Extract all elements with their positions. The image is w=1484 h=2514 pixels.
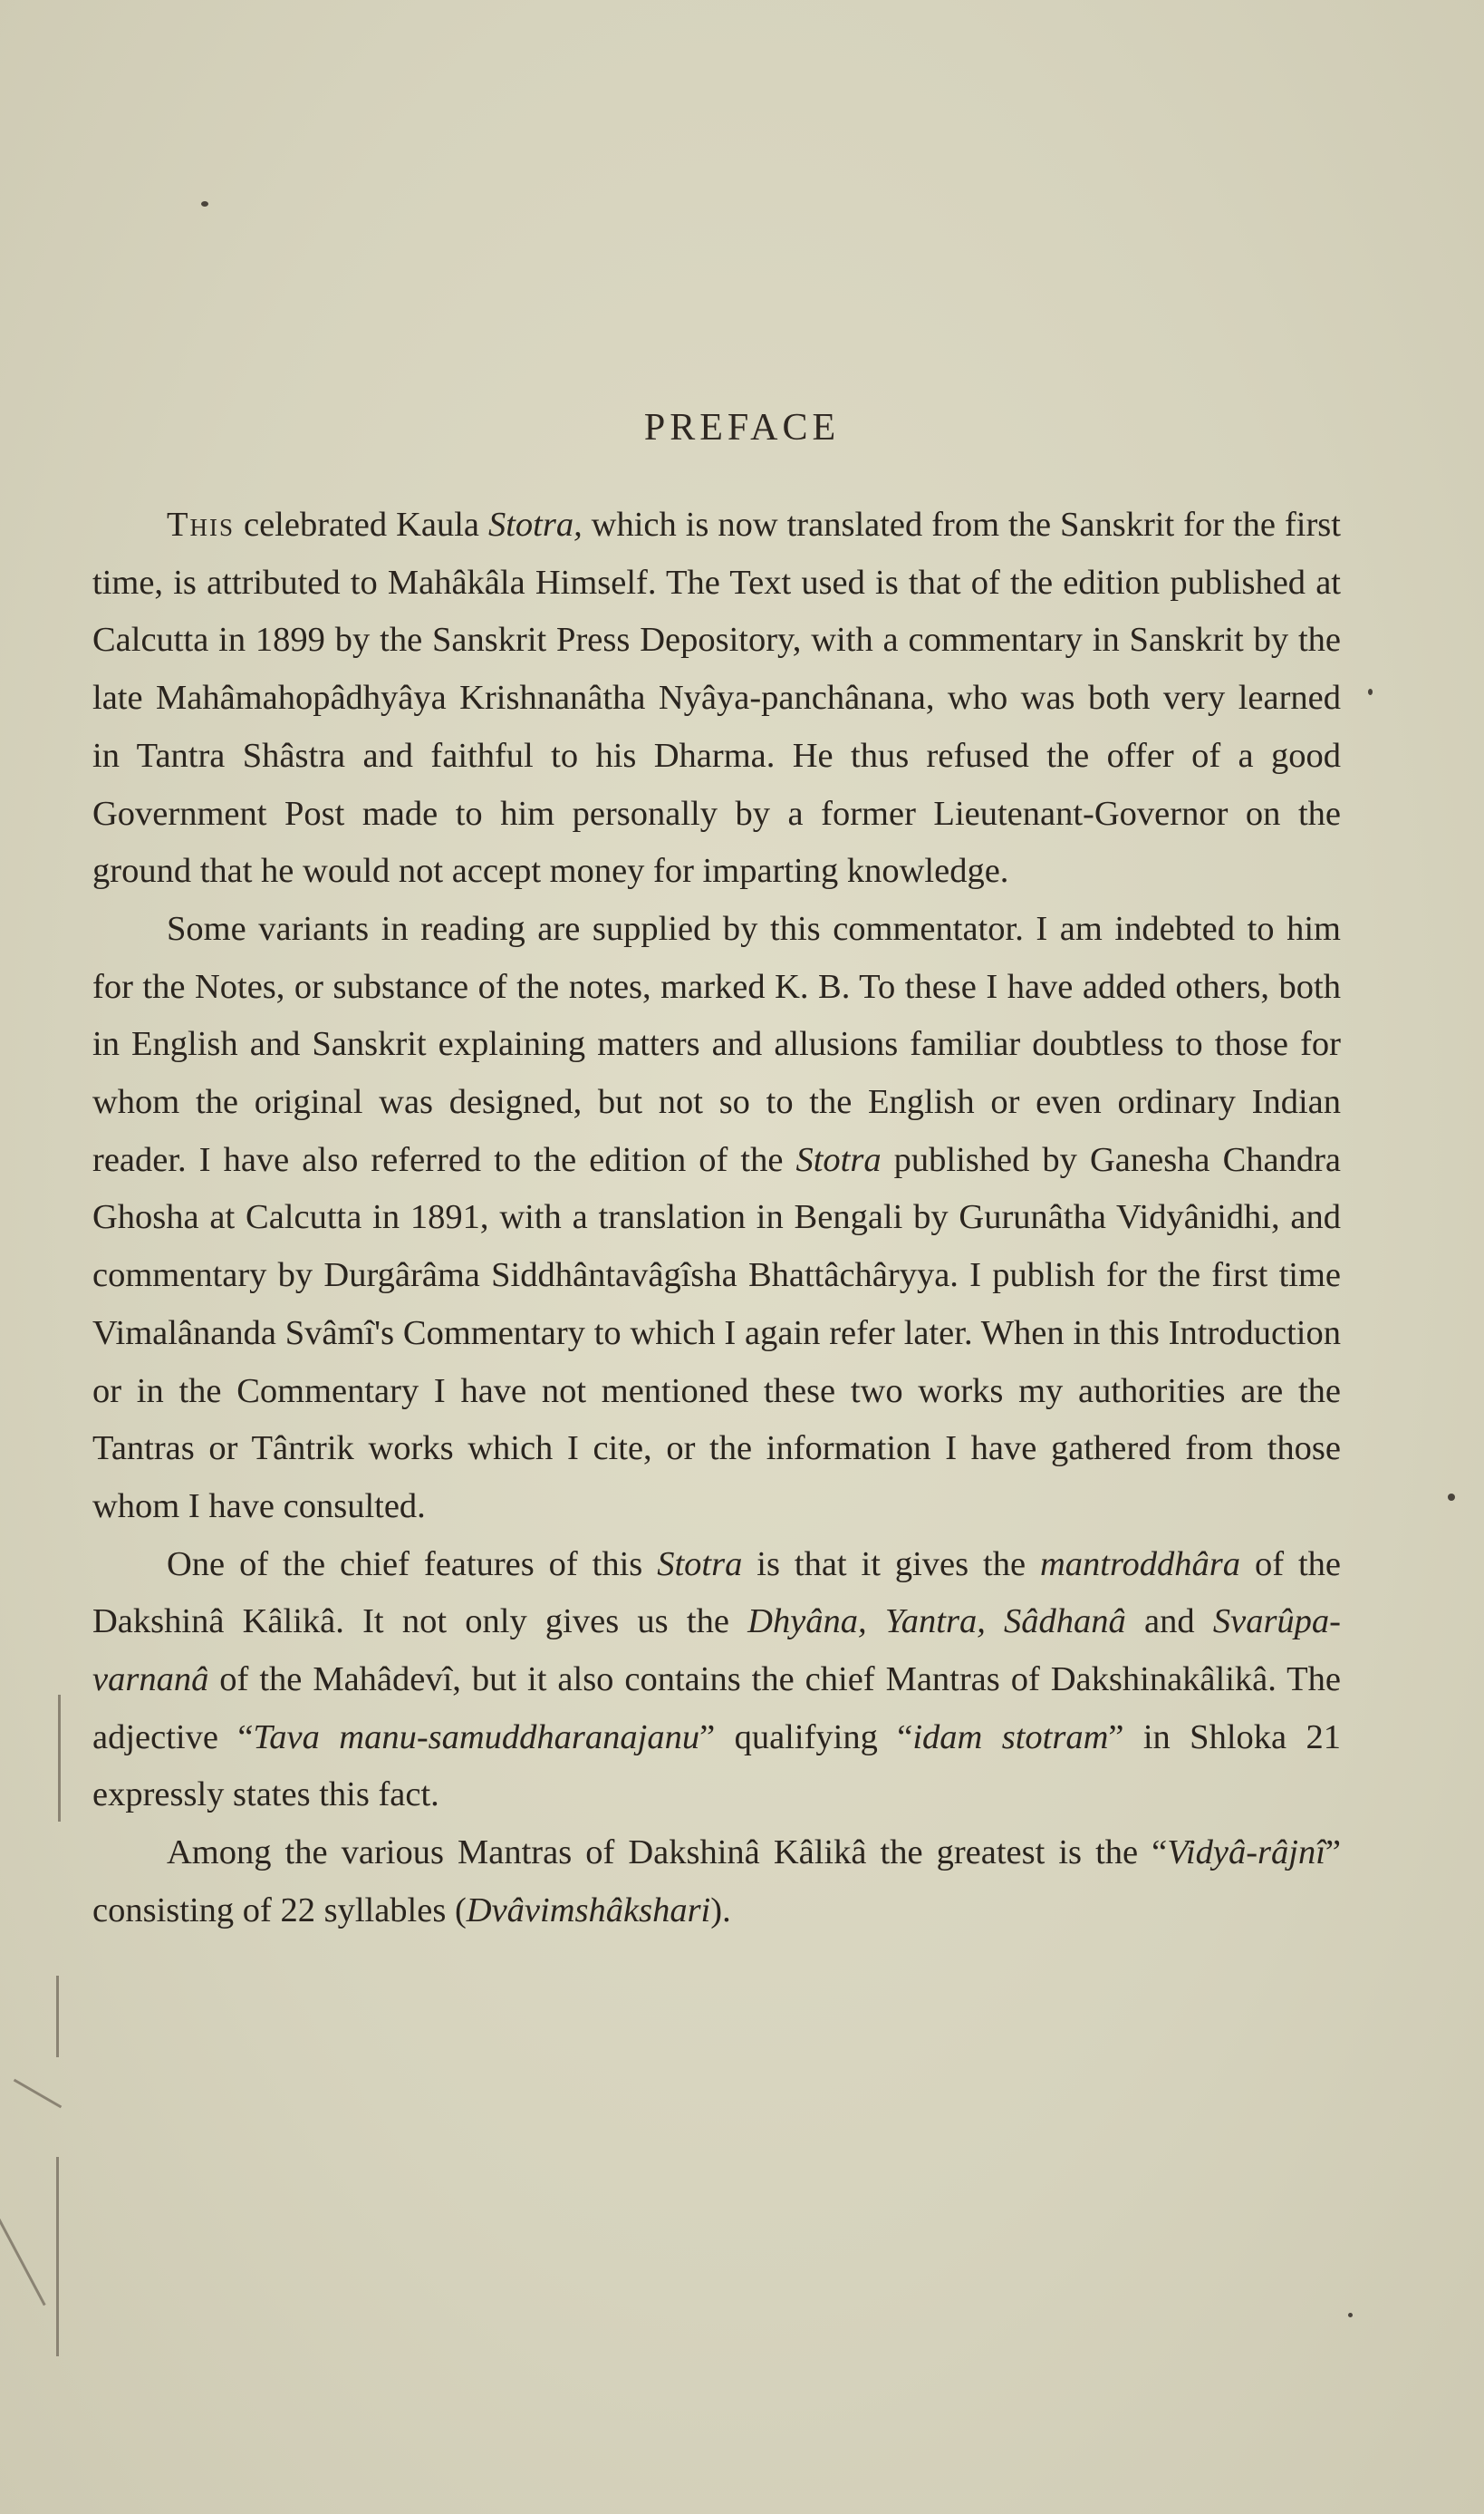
italic-term: mantroddhâra xyxy=(1040,1544,1241,1583)
text-run: One of the chief features of this xyxy=(167,1544,658,1583)
ink-speck xyxy=(1348,2313,1353,2317)
margin-mark xyxy=(14,2079,62,2109)
ink-speck xyxy=(201,201,208,207)
margin-mark xyxy=(56,1976,59,2057)
text-run: Some variants in reading are supplied by this commentator. I am indebted to him for the Notes, or substance of the notes, marked K. B. To these I have added others, both in English and Sanskrit explaining matters and allusions familiar doubtless to those for whom the original was designed, but not so to the English or even ordinary Indian reader. I have also referred to the edition of the xyxy=(92,909,1341,1179)
text-run: is that it gives the xyxy=(742,1544,1040,1583)
margin-mark xyxy=(56,2157,59,2356)
preface-paragraph xyxy=(92,1824,1341,1939)
text-run: and xyxy=(1125,1602,1213,1641)
ink-speck xyxy=(1368,689,1373,695)
italic-term: Stotra xyxy=(795,1140,882,1179)
italic-term: Tava manu-samuddharanajanu xyxy=(253,1717,700,1756)
preface-paragraph xyxy=(92,901,1341,1536)
preface-body xyxy=(92,497,1341,1940)
text-run: ). xyxy=(710,1890,731,1929)
text-run: Among the various Mantras of Dakshinâ Kâlikâ the greatest is the “ xyxy=(167,1833,1168,1872)
italic-term: Svarûpa-varnanâ xyxy=(92,1602,1342,1699)
italic-term: Dvâvimshâkshari xyxy=(466,1890,711,1929)
text-run: which is now translated from the Sanskrit for the first time, is attributed to Mahâkâla Himself. The Text used is that of the edition published at Calcutta in 1899 by the Sanskrit Press Depository, with a commentary in Sanskrit by the late Mahâmahopâdhyâya Krishnanâtha Nyâya-panchânana, who was both very learned in Tantra Shâstra and faithful to his Dharma. He thus refused the offer of a good Government Post made to him personally by a former Lieutenant-Governor on the ground that he would not accept money for imparting knowledge. xyxy=(92,506,1341,891)
text-run: published by Ganesha Chandra Ghosha at Calcutta in 1891, with a translation in Bengali by Gurunâtha Vidyânidhi, and commentary by Durgârâma Siddhântavâgîsha Bhattâchâryya. I publish for the first time Vimalânanda Svâmî's Commentary to which I again refer later. When in this Introduction or in the Commentary I have not mentioned these two works my authorities are the Tantras or Tântrik works which I cite, or the information I have gathered from those whom I have consulted. xyxy=(92,1140,1341,1525)
italic-term: Stotra, xyxy=(487,506,583,544)
text-run: of the Mahâdevî, but it also contains the chief Mantras of Dakshinakâlikâ. The adjective “ xyxy=(92,1660,1341,1756)
margin-mark xyxy=(0,2217,46,2306)
text-run: ” consisting of 22 syllables ( xyxy=(92,1833,1341,1929)
text-run: ” in Shloka 21 expressly states this fact. xyxy=(92,1717,1342,1814)
preface-paragraph xyxy=(92,1536,1341,1825)
italic-term: Dhyâna, Yantra, Sâdhanâ xyxy=(747,1602,1126,1641)
italic-term: Stotra xyxy=(657,1544,743,1583)
margin-mark xyxy=(58,1695,61,1822)
ink-speck xyxy=(1448,1494,1455,1501)
italic-term: idam stotram xyxy=(912,1717,1109,1756)
text-run: ” qualifying “ xyxy=(699,1717,913,1756)
preface-paragraph xyxy=(92,497,1341,901)
text-run: celebrated Kaula xyxy=(235,506,488,544)
text-run: of the Dakshinâ Kâlikâ. It not only gives us the xyxy=(92,1544,1342,1641)
italic-term: Vidyâ-râjnî xyxy=(1167,1833,1325,1872)
page-title: PREFACE xyxy=(643,407,841,449)
paragraph-lead-word: This xyxy=(167,506,236,544)
